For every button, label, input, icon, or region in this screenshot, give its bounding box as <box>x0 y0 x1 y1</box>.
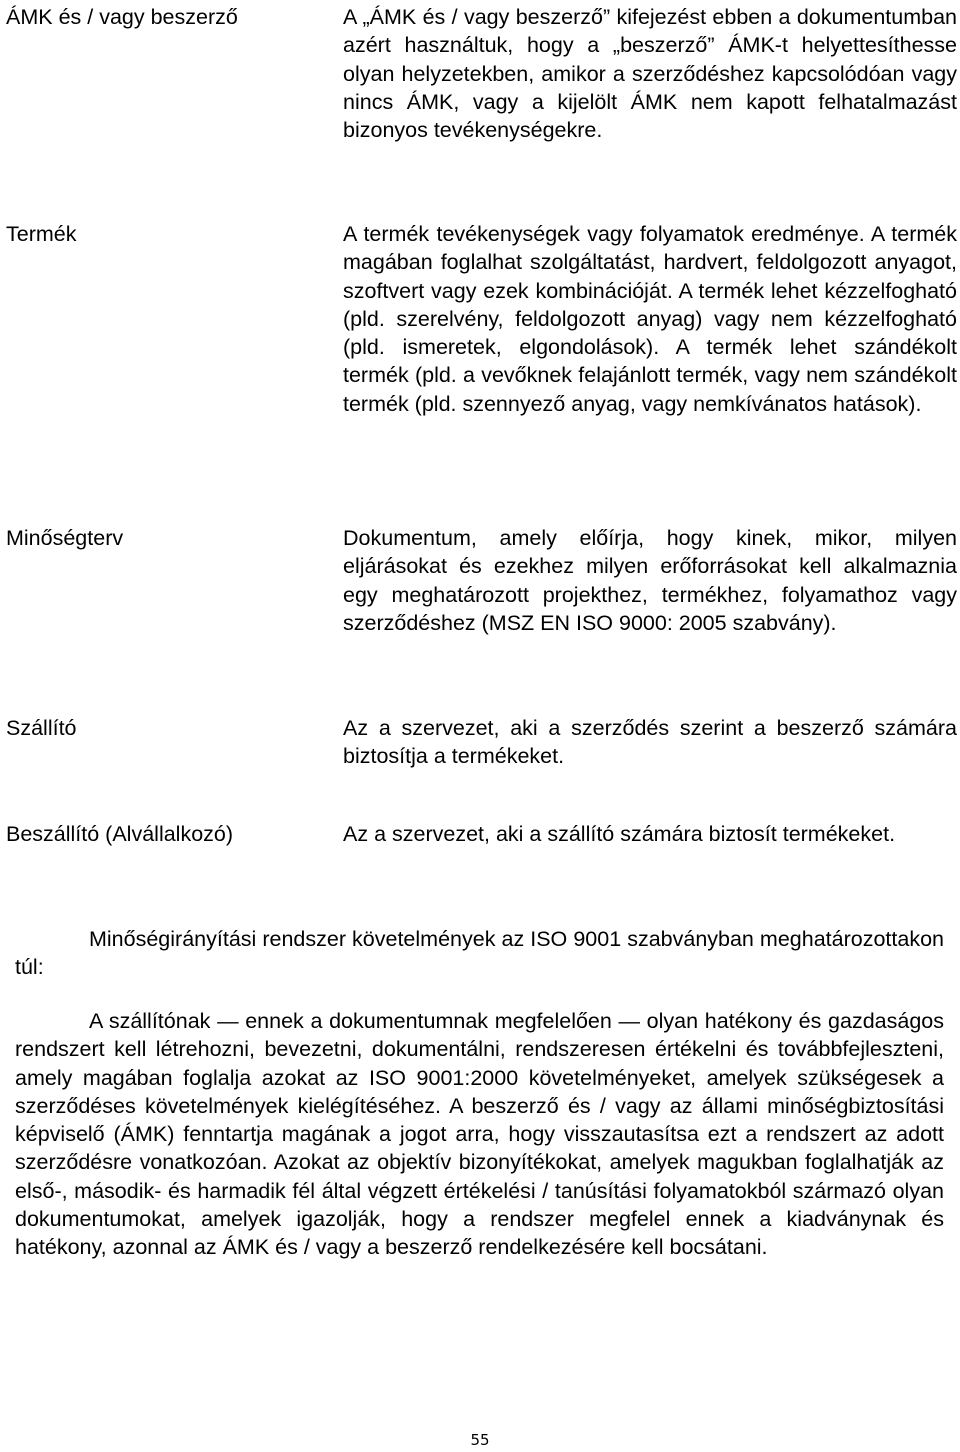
definition-term: Beszállító (Alvállalkozó) <box>6 822 234 846</box>
supplier-requirements-paragraph: A szállítónak ― ennek a dokumentumnak megfelelően ― olyan hatékony és gazdaságos rendszert kell létrehozni, bevezetni, dokumentálni, rendszeresen értékelni és továbbfejleszteni, amely magában foglalja azokat az ISO 9001:2000 követelményeket, amelyek szükségesek a szerződéses követelmények kielégítéséhez. A beszerző és / vagy az állami minőségbiztosítási képviselő (ÁMK) fenntartja magának a jogot arra, hogy visszautasítsa ezt a rendszert az adott szerződésre vonatkozóan. Azokat az objektív bizonyítékokat, amelyek magukban foglalhatják az első-, második- és harmadik fél által végzett értékelési / tanúsítási folyamatokból származó olyan dokumentumokat, amelyek igazolják, hogy a rendszer megfelel ennek a kiadványnak és hatékony, azonnal az ÁMK és / vagy a beszerző rendelkezésére kell bocsátani. <box>15 1009 944 1260</box>
definition-text: Dokumentum, amely előírja, hogy kinek, mikor, milyen eljárásokat és ezekhez milyen erőforrásokat kell alkalmaznia egy meghatározott projekthez, termékhez, folyamathoz vagy szerződéshez (MSZ EN ISO 9000: 2005 szabvány). <box>343 526 957 635</box>
definition-text: Az a szervezet, aki a szállító számára biztosít termékeket. <box>343 822 896 846</box>
definition-text: Az a szervezet, aki a szerződés szerint a beszerző számára biztosítja a termékeket. <box>343 716 957 769</box>
definition-text: A „ÁMK és / vagy beszerző” kifejezést ebben a dokumentumban azért használtuk, hogy a „beszerző” ÁMK-t helyettesíthesse olyan helyzetekben, amikor a szerződéshez kapcsolódóan vagy nincs ÁMK, vagy a kijelölt ÁMK nem kapott felhatalmazást bizonyos tevékenységekre. <box>343 5 957 143</box>
definition-term: Termék <box>6 222 77 246</box>
requirements-intro-paragraph: Minőségirányítási rendszer követelmények az ISO 9001 szabványban meghatározottakon túl: <box>15 927 944 980</box>
definition-term: ÁMK és / vagy beszerző <box>6 5 238 29</box>
definition-term: Minőségterv <box>6 526 124 550</box>
definition-term: Szállító <box>6 716 77 740</box>
page-number: 55 <box>470 1431 490 1449</box>
definition-text: A termék tevékenységek vagy folyamatok eredménye. A termék magában foglalhat szolgáltatást, hardvert, feldolgozott anyagot, szoftvert vagy ezek kombinációját. A termék lehet kézzelfogható (pld. szerelvény, feldolgozott anyag) vagy nem kézzelfogható (pld. ismeretek, elgondolások). A termék lehet szándékolt termék (pld. a vevőknek felajánlott termék, vagy nem szándékolt termék (pld. szennyező anyag, vagy nemkívánatos hatások). <box>343 222 957 416</box>
